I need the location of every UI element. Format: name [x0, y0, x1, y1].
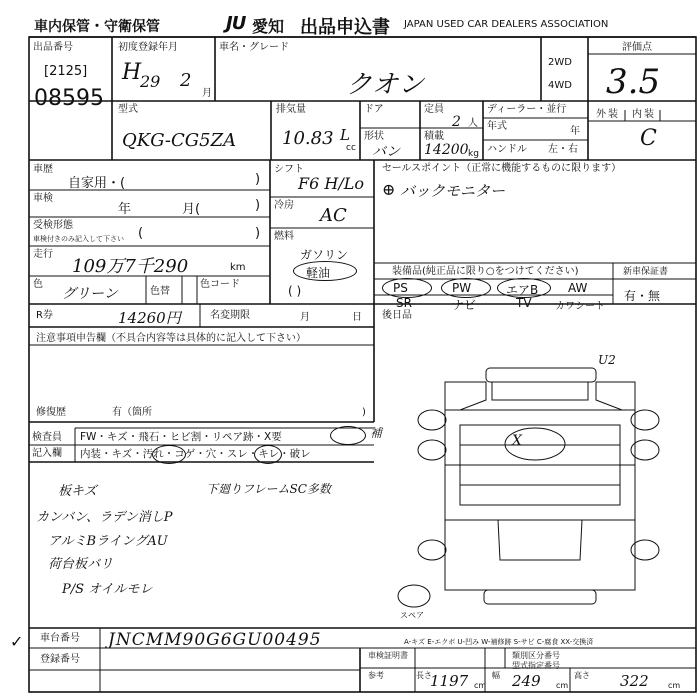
repair-value: 有（箇所: [112, 407, 152, 418]
r-ticket-value: 14260円: [118, 309, 181, 327]
height-label: 高さ: [574, 671, 590, 680]
cert-label: 車検証明書: [368, 651, 408, 660]
inspector-label-2: 記入欄: [32, 448, 62, 459]
lot-label: 出品番号: [33, 42, 73, 53]
mileage-value: 109万7千290: [72, 256, 189, 277]
bottom-check-mark: ✓: [10, 632, 24, 651]
first-reg-label: 初度登録年月: [118, 42, 178, 53]
new-warranty-options: 有・無: [624, 289, 661, 303]
reg-number-label: 登録番号: [40, 654, 80, 665]
reg-year: 29: [140, 72, 161, 91]
r-ticket-label: R券: [36, 310, 53, 321]
notes-label: 注意事項申告欄（不具合内容等は具体的に記入して下さい）: [36, 333, 306, 344]
width-value: 249: [512, 672, 541, 690]
fuel-paren: ( ): [288, 284, 302, 298]
drive-4wd: 4WD: [548, 80, 572, 91]
equip-aw: AW: [568, 281, 588, 295]
later-items-label: 後日品: [382, 310, 412, 321]
ac-value: AC: [320, 205, 347, 226]
car-history-value: 自家用・(: [68, 176, 126, 191]
ext-label: 外: [596, 109, 606, 120]
displacement-unit: L: [340, 126, 350, 144]
category-sub: 型式指定番号: [512, 661, 560, 670]
car-name-label: 車名・グレード: [219, 42, 289, 53]
length-value: 1197: [430, 672, 469, 690]
capacity-label: 定員: [424, 104, 444, 115]
fuel-value: ガソリン: [300, 248, 349, 262]
association-label: JAPAN USED CAR DEALERS ASSOCIATION: [404, 19, 609, 30]
capacity-unit: 人: [468, 118, 478, 129]
diagram-top-note: U2: [598, 353, 616, 367]
load-value: 14200: [424, 142, 469, 158]
name-change-label: 名変期限: [210, 310, 250, 321]
equipment-label: 装備品(純正品に限り○をつけてください): [392, 266, 579, 277]
lot-number: 08595: [34, 86, 104, 111]
reg-era: H: [122, 60, 142, 85]
name-change-month: 月: [300, 312, 310, 323]
sales-point-label: セールスポイント（正常に機能するものに限ります）: [382, 163, 622, 174]
load-unit: kg: [468, 149, 479, 159]
shape-value: バン: [372, 144, 400, 160]
inspector-row-1: FW・キズ・飛石・ヒビ割・リペア跡・X要: [80, 431, 282, 443]
mileage-label: 走行: [33, 249, 53, 260]
note-undercarriage: 下廻りフレームSC多数: [206, 482, 331, 496]
door-label: ドア: [364, 104, 384, 115]
inspection-month: 月(: [182, 202, 201, 217]
ju-logo: JU: [226, 13, 246, 34]
year-label: 年式: [487, 121, 507, 132]
equip-navi: ナビ: [452, 298, 477, 312]
displacement-label: 排気量: [276, 104, 306, 115]
ext-label-2: 装: [608, 109, 618, 120]
car-history-label: 車歴: [33, 164, 53, 175]
length-label: 長さ: [416, 671, 432, 680]
received-label: 受検形態: [33, 220, 73, 231]
equip-sr: SR: [396, 296, 412, 310]
width-label: 幅: [492, 671, 500, 680]
color-label: 色: [33, 279, 43, 290]
score-label: 評価点: [622, 42, 652, 53]
note-line-5: P/S オイルモレ: [62, 582, 153, 597]
category-label: 類別区分番号: [512, 651, 560, 660]
reg-month-unit: 月: [202, 88, 212, 99]
car-name-value: クオン: [346, 70, 425, 100]
spare-label: スペア: [400, 611, 424, 620]
chassis-label: 車台番号: [40, 633, 80, 644]
model-value: QKG-CG5ZA: [122, 130, 237, 151]
new-warranty-label: 新車保証書: [623, 267, 669, 277]
capacity-value: 2: [452, 114, 461, 130]
equip-seat: カワシート: [555, 301, 605, 312]
sales-point-value: バックモニター: [400, 182, 506, 200]
ac-label: 冷房: [274, 200, 294, 211]
year-unit: 年: [570, 126, 580, 137]
equip-tv: TV: [516, 296, 532, 310]
inspector-row-2: 内装・キズ・汚れ・コゲ・穴・スレ・キレ・破レ: [80, 448, 311, 460]
fuel-label: 燃料: [274, 231, 294, 242]
note-line-1: 板キズ: [58, 484, 97, 499]
inspector-label-1: 検査員: [32, 432, 62, 443]
received-paren-close: ): [255, 226, 261, 241]
equip-ps: PS: [393, 281, 408, 295]
inspection-year: 年: [118, 202, 132, 217]
reg-month: 2: [180, 70, 192, 91]
note-line-2: カンバン、ラデン消しP: [36, 510, 173, 525]
lot-bracket: [2125]: [44, 64, 88, 79]
equip-pw: PW: [452, 281, 472, 295]
form-title: 出品申込書: [300, 17, 390, 38]
width-unit: cm: [556, 681, 569, 690]
received-paren-open: (: [138, 226, 144, 241]
displacement-unit-cc: cc: [346, 143, 356, 153]
color-value: グリーン: [62, 286, 118, 302]
name-change-day: 日: [352, 312, 362, 323]
model-label: 型式: [118, 104, 138, 115]
displacement-value: 10.83: [282, 128, 334, 149]
length-unit: cm: [474, 681, 487, 690]
note-line-4: 荷台板バリ: [48, 557, 114, 572]
inspector-side-note: 補: [370, 426, 383, 440]
cert-sub: 参考: [368, 671, 384, 680]
car-history-close: ): [255, 172, 261, 187]
chassis-value: JNCMM90G6GU00495: [108, 630, 322, 650]
inspection-close: ): [255, 198, 261, 213]
shift-value: F6 H/Lo: [298, 174, 364, 193]
inspection-label: 車検: [33, 193, 53, 204]
mileage-unit: km: [230, 262, 246, 273]
received-note: 車検付きのみ記入して下さい: [33, 235, 124, 243]
score-value: 3.5: [606, 62, 661, 102]
handle-options: 左・右: [548, 144, 578, 155]
height-unit: cm: [668, 681, 681, 690]
equip-airbag: エアB: [506, 283, 539, 297]
int-grade-value: C: [640, 126, 657, 151]
dealer-label: ディーラー・並行: [487, 104, 567, 115]
int-label-2: 装: [644, 109, 654, 120]
storage-label: 車内保管・守衛保管: [34, 19, 160, 35]
drive-2wd: 2WD: [548, 57, 572, 68]
sales-point-mark: ⊕: [382, 180, 396, 199]
height-value: 322: [620, 672, 649, 690]
region-label: 愛知: [252, 17, 285, 36]
note-line-3: アルミBライングAU: [48, 534, 168, 549]
diagram-damage-mark: X: [512, 433, 522, 449]
handle-label: ハンドル: [487, 144, 527, 155]
repair-label: 修復歴: [36, 407, 66, 418]
load-label: 積載: [424, 131, 444, 142]
damage-legend: A-キズ E-エクボ U-凹み W-補修跡 S-サビ C-腐食 XX-交換済: [404, 638, 594, 646]
color-swap-label: 色替: [150, 286, 170, 297]
int-label: 内: [632, 109, 642, 120]
shift-label: シフト: [274, 164, 304, 175]
shape-label: 形状: [364, 131, 384, 142]
color-code-label: 色コード: [200, 279, 240, 290]
repair-close: ): [362, 407, 366, 418]
fuel-circled: 軽油: [306, 266, 331, 280]
